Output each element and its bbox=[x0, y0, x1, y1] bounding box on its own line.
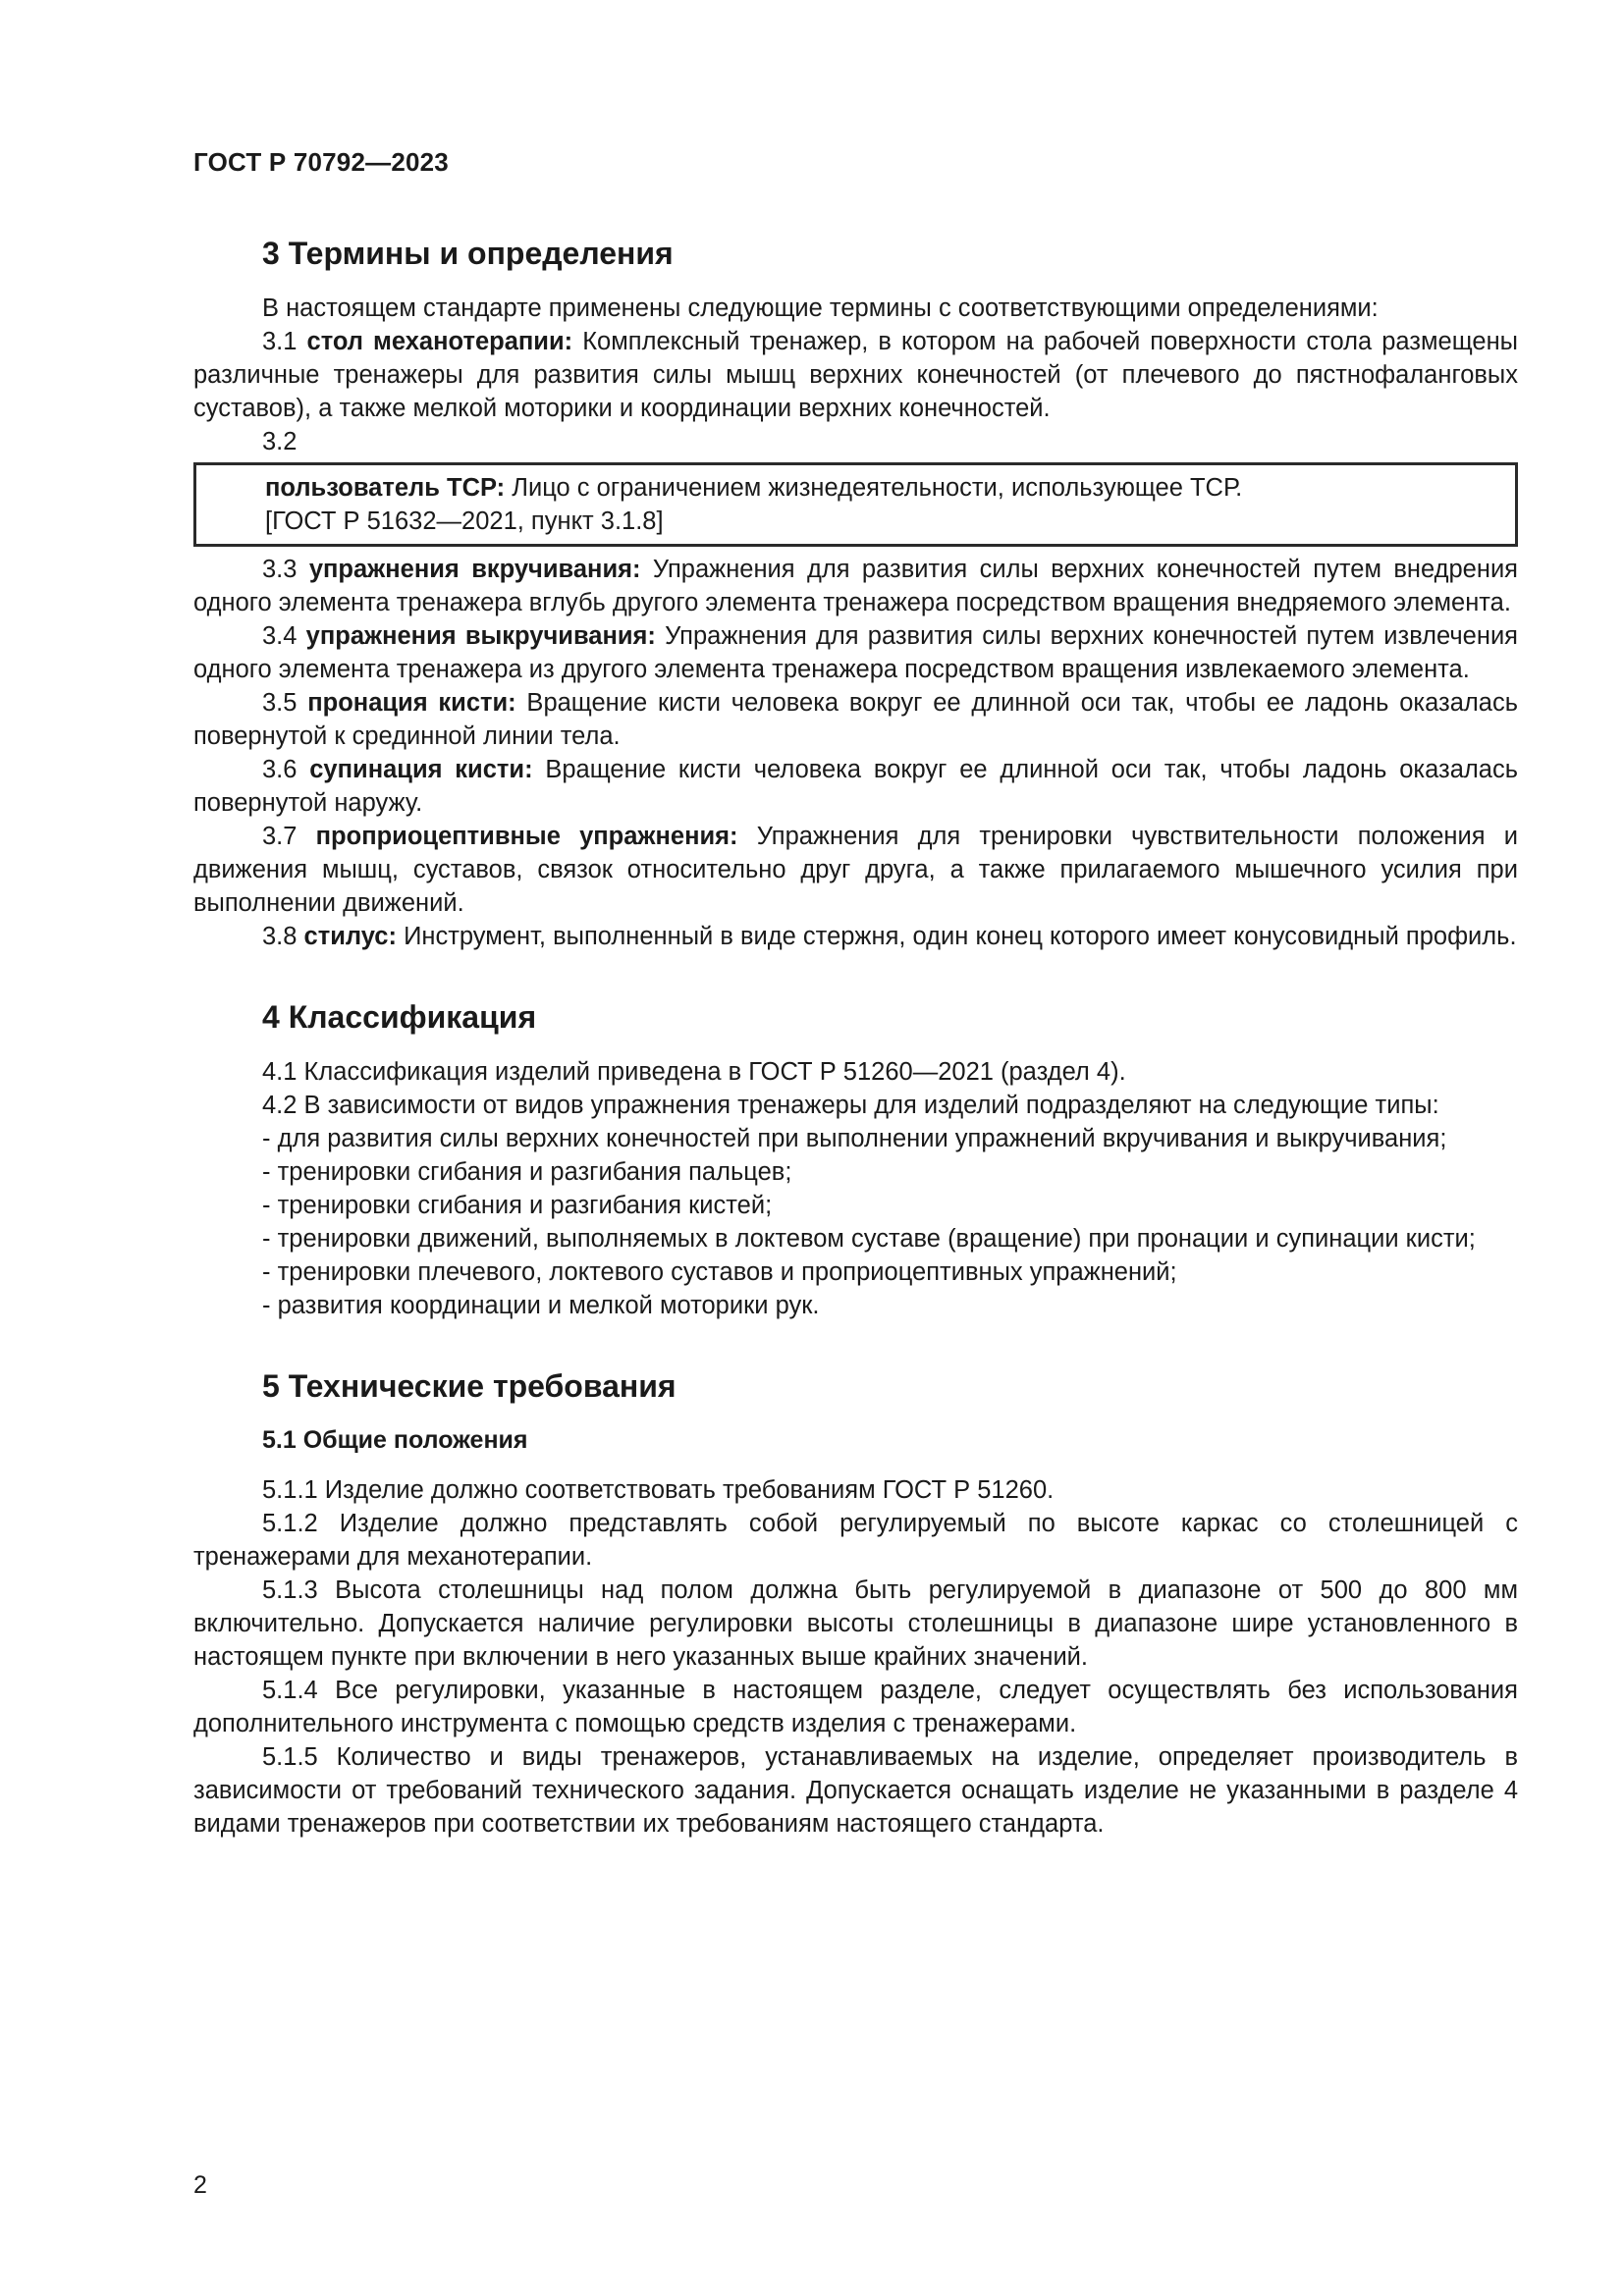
list-item: - тренировки сгибания и разгибания кистей; bbox=[262, 1192, 773, 1219]
section-title: 3 Термины и определения bbox=[262, 236, 674, 271]
section-requirements bbox=[193, 1367, 1518, 1841]
term-number: 3.2 bbox=[262, 428, 298, 455]
term-definition: 3.8 стилус: Инструмент, выполненный в виде стержня, один конец которого имеет конусовидный профиль. bbox=[262, 923, 1517, 950]
term-definition: 3.1 стол механотерапии: Комплексный тренажер, в котором на рабочей поверхности стола размещены различные тренажеры для развития силы мышц верхних конечностей (от плечевого до пястнофаланговых суставов), а также мелкой моторики и координации верхних конечностей. bbox=[193, 328, 1518, 422]
paragraph: 5.1.4 Все регулировки, указанные в настоящем разделе, следует осуществлять без использования дополнительного инструмента с помощью средств изделия с тренажерами. bbox=[193, 1677, 1518, 1737]
term-definition: пользователь ТСР: Лицо с ограничением жизнедеятельности, использующее ТСР. bbox=[265, 474, 1243, 502]
list-item: - тренировки сгибания и разгибания пальцев; bbox=[262, 1158, 792, 1186]
paragraph: 5.1.3 Высота столешницы над полом должна быть регулируемой в диапазоне от 500 до 800 мм включительно. Допускается наличие регулировки высоты столешницы в диапазоне шире установленного в настоящем пункте при включении в него указанных выше крайних значений. bbox=[193, 1576, 1518, 1671]
document-code: ГОСТ Р 70792—2023 bbox=[193, 147, 449, 177]
cited-term-box bbox=[193, 462, 1518, 547]
page-number: 2 bbox=[193, 2171, 207, 2199]
term-definition: 3.3 упражнения вкручивания: Упражнения для развития силы верхних конечностей путем внедрения одного элемента тренажера вглубь другого элемента тренажера посредством вращения внедряемого элемента. bbox=[193, 556, 1518, 616]
list-item: - развития координации и мелкой моторики рук. bbox=[262, 1292, 820, 1319]
term-source: [ГОСТ Р 51632—2021, пункт 3.1.8] bbox=[265, 507, 664, 535]
paragraph: 5.1.5 Количество и виды тренажеров, устанавливаемых на изделие, определяет производитель в зависимости от требований технического задания. Допускается оснащать изделие не указанными в разделе 4 видами тренажеров при соответствии их требованиям настоящего стандарта. bbox=[193, 1743, 1518, 1838]
section-terms bbox=[193, 235, 1518, 953]
paragraph: 4.2 В зависимости от видов упражнения тренажеры для изделий подразделяют на следующие типы: bbox=[262, 1092, 1439, 1119]
list-item: - для развития силы верхних конечностей при выполнении упражнений вкручивания и выкручивания; bbox=[262, 1125, 1447, 1152]
term-definition: 3.5 пронация кисти: Вращение кисти человека вокруг ее длинной оси так, чтобы ее ладонь оказалась повернутой к срединной линии тела. bbox=[193, 689, 1518, 750]
paragraph: 4.1 Классификация изделий приведена в ГОСТ Р 51260—2021 (раздел 4). bbox=[262, 1058, 1126, 1086]
term-definition: 3.7 проприоцептивные упражнения: Упражнения для тренировки чувствительности положения и движения мышц, суставов, связок относительно друг друга, а также прилагаемого мышечного усилия при выполнении движений. bbox=[193, 823, 1518, 917]
list-item: - тренировки плечевого, локтевого суставов и проприоцептивных упражнений; bbox=[262, 1258, 1177, 1286]
paragraph: 5.1.1 Изделие должно соответствовать требованиям ГОСТ Р 51260. bbox=[262, 1476, 1055, 1504]
paragraph: 5.1.2 Изделие должно представлять собой регулируемый по высоте каркас со столешницей с тренажерами для механотерапии. bbox=[193, 1510, 1518, 1571]
term-definition: 3.6 супинация кисти: Вращение кисти человека вокруг ее длинной оси так, чтобы ладонь оказалась повернутой наружу. bbox=[193, 756, 1518, 817]
list-item: - тренировки движений, выполняемых в локтевом суставе (вращение) при пронации и супинации кисти; bbox=[262, 1225, 1476, 1253]
section-title: 4 Классификация bbox=[262, 999, 537, 1035]
paragraph: В настоящем стандарте применены следующие термины с соответствующими определениями: bbox=[262, 294, 1379, 322]
document-page bbox=[193, 147, 1518, 1886]
section-title: 5 Технические требования bbox=[262, 1368, 677, 1404]
section-classification bbox=[193, 998, 1518, 1322]
term-definition: 3.4 упражнения выкручивания: Упражнения для развития силы верхних конечностей путем извлечения одного элемента тренажера из другого элемента тренажера посредством вращения извлекаемого элемента. bbox=[193, 622, 1518, 683]
subsection-title: 5.1 Общие положения bbox=[262, 1426, 528, 1454]
